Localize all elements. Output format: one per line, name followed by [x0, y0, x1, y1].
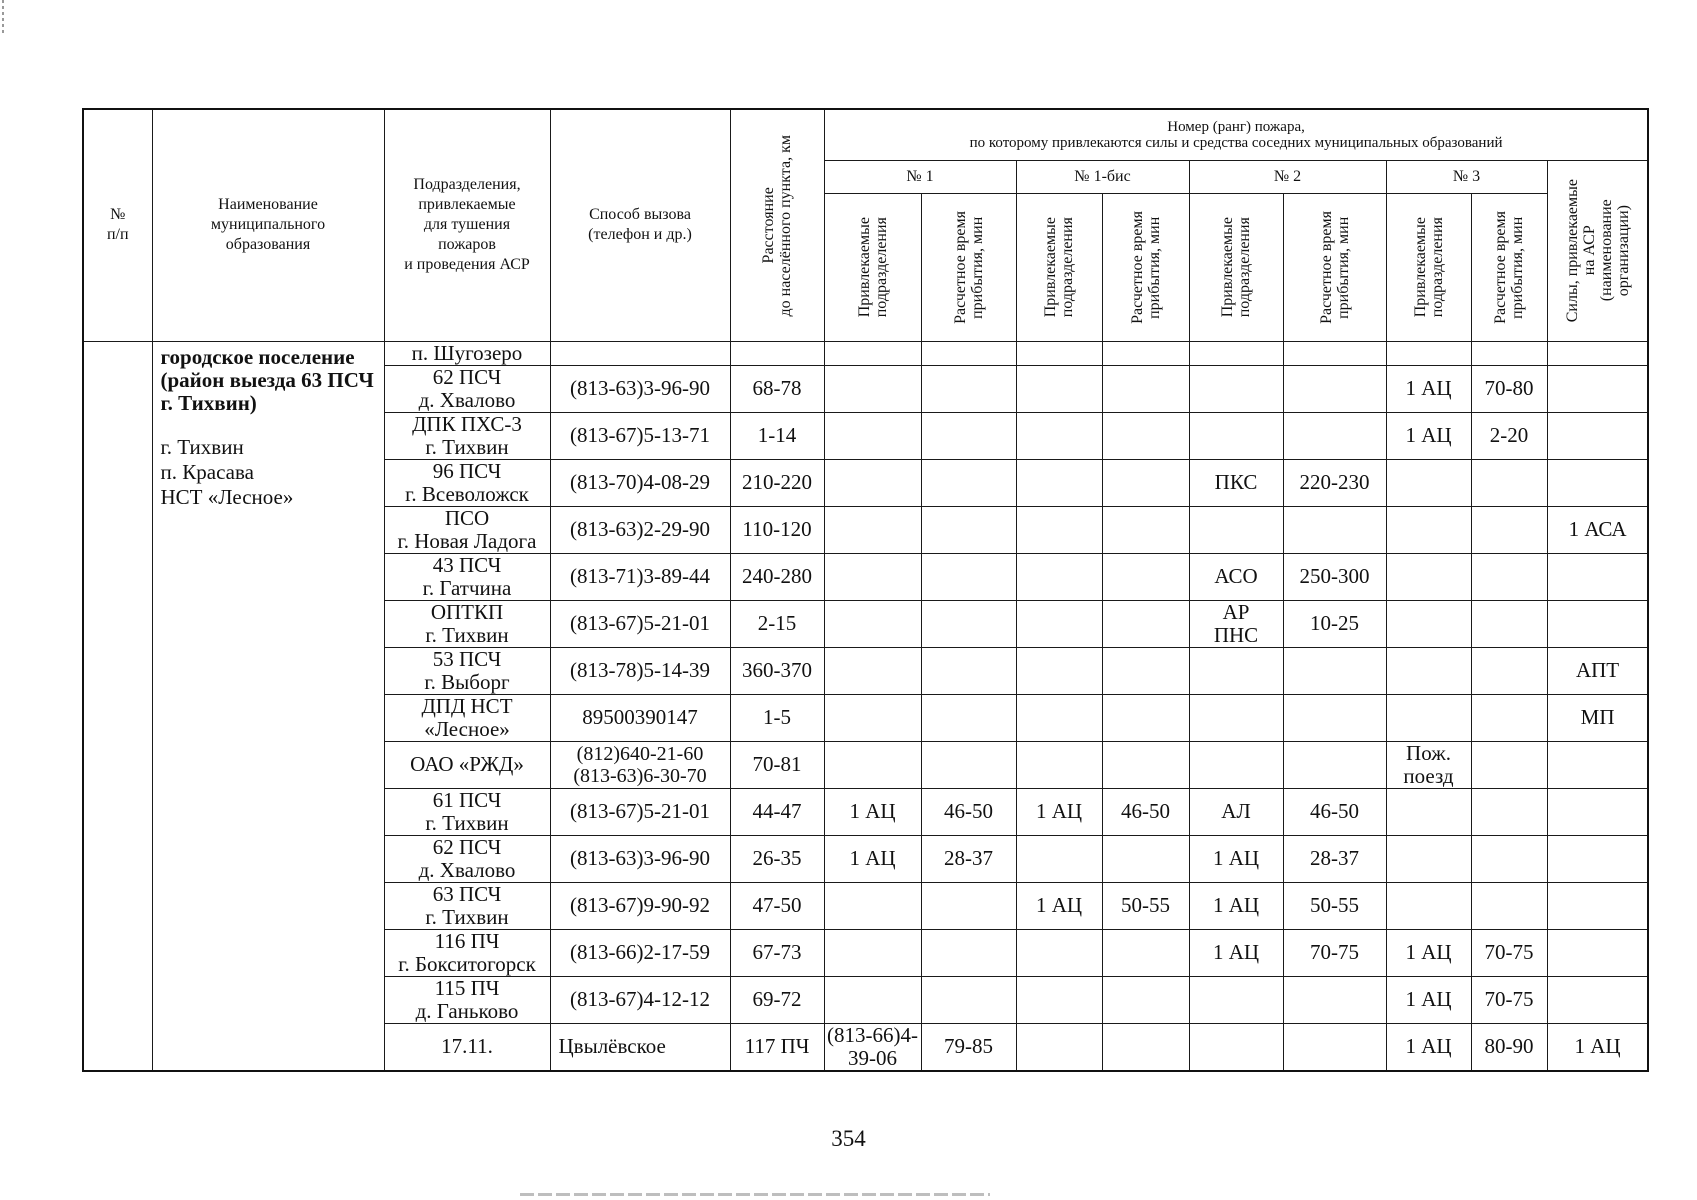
- cell-rbu: [1016, 741, 1102, 788]
- cell-r2u: [1189, 741, 1283, 788]
- cell-phone: (813-67)5-13-71: [550, 412, 730, 459]
- cell-unit: ДПК ПХС-3 г. Тихвин: [384, 412, 550, 459]
- cell-phone: (813-63)2-29-90: [550, 506, 730, 553]
- cell-phone: (813-78)5-14-39: [550, 647, 730, 694]
- cell-r2t: 220-230: [1283, 459, 1386, 506]
- cell-rbt: 46-50: [1102, 788, 1189, 835]
- cell-r3t: [1471, 647, 1547, 694]
- cell-r1t: [921, 647, 1016, 694]
- cell-rbt: [1102, 647, 1189, 694]
- cell-r2t: 10-25: [1283, 600, 1386, 647]
- cell-rbt: [1102, 929, 1189, 976]
- cell-rbu: [1016, 459, 1102, 506]
- cell-r1t: [921, 412, 1016, 459]
- cell-rbt: [1102, 506, 1189, 553]
- cell-r1u: [824, 365, 921, 412]
- cell-unit: 63 ПСЧ г. Тихвин: [384, 882, 550, 929]
- cell-r3u: [1386, 835, 1471, 882]
- cell-rbu: [1016, 929, 1102, 976]
- last-cell-r2t: 80-90: [1471, 1023, 1547, 1071]
- cell-unit: 116 ПЧ г. Бокситогорск: [384, 929, 550, 976]
- last-cell-mo: Цвылёвское: [550, 1023, 730, 1071]
- cell-dist: 70-81: [730, 741, 824, 788]
- cell-unit: ДПД НСТ «Лесное»: [384, 694, 550, 741]
- cell-r1u: [824, 412, 921, 459]
- cell-r2t: 70-75: [1283, 929, 1386, 976]
- cell-r3u: [1386, 882, 1471, 929]
- cell-r1u: [824, 553, 921, 600]
- cell-dist: 44-47: [730, 788, 824, 835]
- header-rank1-time: Расчетное время прибытия, мин: [921, 193, 1016, 341]
- header-mo-name: Наименование муниципального образования: [152, 109, 384, 341]
- cell-r3t: [1471, 882, 1547, 929]
- empty-cell: [1016, 1023, 1102, 1071]
- cell-rbt: [1102, 553, 1189, 600]
- header-rank1bis-units: Привлекаемые подразделения: [1016, 193, 1102, 341]
- cell-r1u: [824, 647, 921, 694]
- cell-asr: 1 АСА: [1547, 506, 1648, 553]
- cell-asr: [1547, 741, 1648, 788]
- unit-cell: п. Шугозеро: [384, 341, 550, 365]
- cell-r2u: АЛ: [1189, 788, 1283, 835]
- cell-r1t: 28-37: [921, 835, 1016, 882]
- header-rank-2: № 2: [1189, 160, 1386, 193]
- cell-r1u: [824, 506, 921, 553]
- cell-dist: 1-5: [730, 694, 824, 741]
- cell-r2t: [1283, 976, 1386, 1023]
- last-cell-r2u: 1 АЦ: [1386, 1023, 1471, 1071]
- cell-rbt: [1102, 365, 1189, 412]
- header-rank2-units: Привлекаемые подразделения: [1189, 193, 1283, 341]
- cell-rbu: 1 АЦ: [1016, 788, 1102, 835]
- cell-dist: 110-120: [730, 506, 824, 553]
- cell-r2u: ПКС: [1189, 459, 1283, 506]
- cell-phone: (813-67)9-90-92: [550, 882, 730, 929]
- cell-dist: 360-370: [730, 647, 824, 694]
- cell-phone: (813-70)4-08-29: [550, 459, 730, 506]
- cell-r3t: [1471, 835, 1547, 882]
- cell-dist: 2-15: [730, 600, 824, 647]
- cell-r2t: [1283, 412, 1386, 459]
- cell-r2u: 1 АЦ: [1189, 929, 1283, 976]
- cell-r3u: [1386, 788, 1471, 835]
- cell-r1t: 46-50: [921, 788, 1016, 835]
- cell-r2u: АР ПНС: [1189, 600, 1283, 647]
- cell-r3t: [1471, 506, 1547, 553]
- cell-unit: 96 ПСЧ г. Всеволожск: [384, 459, 550, 506]
- header-asr: Силы, привлекаемые на АСР (наименование организации): [1547, 160, 1648, 341]
- cell-r3u: 1 АЦ: [1386, 412, 1471, 459]
- empty-cell: [1102, 1023, 1189, 1071]
- cell-unit: ОПТКП г. Тихвин: [384, 600, 550, 647]
- cell-r3u: [1386, 694, 1471, 741]
- cell-r1u: [824, 741, 921, 788]
- cell-r1u: [824, 694, 921, 741]
- header-rank-group: Номер (ранг) пожара, по которому привлекаются силы и средства соседних муниципальных образований: [824, 109, 1648, 160]
- page-number: 354: [831, 1126, 866, 1151]
- cell-dist: 1-14: [730, 412, 824, 459]
- cell-r1u: [824, 600, 921, 647]
- cell-rbu: [1016, 600, 1102, 647]
- cell-unit: 53 ПСЧ г. Выборг: [384, 647, 550, 694]
- cell-r1u: 1 АЦ: [824, 788, 921, 835]
- cell-dist: 240-280: [730, 553, 824, 600]
- cell-r3t: [1471, 694, 1547, 741]
- cell-dist: 47-50: [730, 882, 824, 929]
- cell-r2u: 1 АЦ: [1189, 882, 1283, 929]
- cell-r1t: [921, 741, 1016, 788]
- cell-r1t: [921, 459, 1016, 506]
- cell-r1u: 1 АЦ: [824, 835, 921, 882]
- scan-artifact-left: [2, 0, 4, 34]
- header-distance: Расстояние до населённого пункта, км: [730, 109, 824, 341]
- cell-r2t: [1283, 694, 1386, 741]
- cell-r1t: [921, 929, 1016, 976]
- cell-r2t: [1283, 647, 1386, 694]
- cell-r3u: [1386, 600, 1471, 647]
- cell-r3u: [1386, 506, 1471, 553]
- cell-asr: [1547, 835, 1648, 882]
- last-cell-unit: 117 ПЧ: [730, 1023, 824, 1071]
- cell-r2u: [1189, 412, 1283, 459]
- row-num-empty: [83, 341, 152, 1071]
- cell-asr: [1547, 459, 1648, 506]
- cell-r3u: 1 АЦ: [1386, 929, 1471, 976]
- cell-r3t: [1471, 741, 1547, 788]
- cell-rbu: [1016, 506, 1102, 553]
- cell-unit: 61 ПСЧ г. Тихвин: [384, 788, 550, 835]
- cell-r3u: [1386, 459, 1471, 506]
- mo-places: г. Тихвин п. Красава НСТ «Лесное»: [160, 434, 294, 509]
- cell-r2u: [1189, 506, 1283, 553]
- cell-phone: (813-67)5-21-01: [550, 788, 730, 835]
- cell-phone: (813-66)2-17-59: [550, 929, 730, 976]
- cell-r2t: [1283, 506, 1386, 553]
- cell-r1t: [921, 553, 1016, 600]
- cell-rbt: [1102, 459, 1189, 506]
- cell-r1u: [824, 929, 921, 976]
- cell-unit: 62 ПСЧ д. Хвалово: [384, 365, 550, 412]
- header-rank-3: № 3: [1386, 160, 1547, 193]
- cell-asr: АПТ: [1547, 647, 1648, 694]
- header-rank-1bis: № 1-бис: [1016, 160, 1189, 193]
- cell-r3u: 1 АЦ: [1386, 365, 1471, 412]
- cell-r1t: [921, 882, 1016, 929]
- cell-unit: ОАО «РЖД»: [384, 741, 550, 788]
- cell-r3t: [1471, 459, 1547, 506]
- cell-r2u: [1189, 694, 1283, 741]
- cell-r2u: 1 АЦ: [1189, 835, 1283, 882]
- cell-r1t: [921, 506, 1016, 553]
- cell-r3t: 70-75: [1471, 976, 1547, 1023]
- cell-rbu: 1 АЦ: [1016, 882, 1102, 929]
- cell-r2t: [1283, 741, 1386, 788]
- header-rank1bis-time: Расчетное время прибытия, мин: [1102, 193, 1189, 341]
- cell-rbt: 50-55: [1102, 882, 1189, 929]
- cell-r3t: [1471, 600, 1547, 647]
- cell-r1t: [921, 600, 1016, 647]
- header-call-method: Способ вызова (телефон и др.): [550, 109, 730, 341]
- cell-r3t: [1471, 788, 1547, 835]
- cell-asr: [1547, 553, 1648, 600]
- cell-rbu: [1016, 835, 1102, 882]
- cell-dist: 68-78: [730, 365, 824, 412]
- cell-phone: (813-71)3-89-44: [550, 553, 730, 600]
- cell-r3t: 70-75: [1471, 929, 1547, 976]
- table-body: [83, 341, 1648, 1071]
- empty-cell: [1189, 1023, 1283, 1071]
- cell-phone: 89500390147: [550, 694, 730, 741]
- cell-rbu: [1016, 553, 1102, 600]
- cell-r2u: [1189, 976, 1283, 1023]
- cell-r3u: Пож. поезд: [1386, 741, 1471, 788]
- cell-asr: [1547, 412, 1648, 459]
- cell-rbt: [1102, 600, 1189, 647]
- cell-phone: (813-63)3-96-90: [550, 835, 730, 882]
- empty-cell: [1283, 1023, 1386, 1071]
- cell-r2u: АСО: [1189, 553, 1283, 600]
- cell-r3u: [1386, 647, 1471, 694]
- cell-r3t: 70-80: [1471, 365, 1547, 412]
- cell-asr: МП: [1547, 694, 1648, 741]
- cell-rbt: [1102, 976, 1189, 1023]
- mo-title: городское поселение (район выезда 63 ПСЧ г. Тихвин): [160, 344, 374, 415]
- cell-rbu: [1016, 647, 1102, 694]
- cell-r3u: 1 АЦ: [1386, 976, 1471, 1023]
- cell-r3t: [1471, 553, 1547, 600]
- cell-r3t: 2-20: [1471, 412, 1547, 459]
- mo-cell: [152, 341, 384, 1071]
- cell-r1t: [921, 694, 1016, 741]
- cell-asr: [1547, 929, 1648, 976]
- cell-unit: 115 ПЧ д. Ганьково: [384, 976, 550, 1023]
- cell-r3u: [1386, 553, 1471, 600]
- cell-r1u: [824, 976, 921, 1023]
- cell-r2t: 250-300: [1283, 553, 1386, 600]
- cell-r2t: [1283, 365, 1386, 412]
- header-rank3-time: Расчетное время прибытия, мин: [1471, 193, 1547, 341]
- cell-dist: 69-72: [730, 976, 824, 1023]
- last-cell-num: 17.11.: [384, 1023, 550, 1071]
- cell-rbt: [1102, 412, 1189, 459]
- cell-phone: (813-67)5-21-01: [550, 600, 730, 647]
- last-cell-r3u: 1 АЦ: [1547, 1023, 1648, 1071]
- cell-rbu: [1016, 976, 1102, 1023]
- cell-r2t: 46-50: [1283, 788, 1386, 835]
- cell-r2t: 50-55: [1283, 882, 1386, 929]
- cell-r2u: [1189, 647, 1283, 694]
- cell-asr: [1547, 600, 1648, 647]
- cell-r1t: [921, 365, 1016, 412]
- cell-rbt: [1102, 741, 1189, 788]
- cell-asr: [1547, 882, 1648, 929]
- cell-r1u: [824, 459, 921, 506]
- cell-rbt: [1102, 835, 1189, 882]
- cell-dist: 210-220: [730, 459, 824, 506]
- cell-rbt: [1102, 694, 1189, 741]
- cell-dist: 26-35: [730, 835, 824, 882]
- last-cell-dist: 79-85: [921, 1023, 1016, 1071]
- header-rank2-time: Расчетное время прибытия, мин: [1283, 193, 1386, 341]
- header-rank-1: № 1: [824, 160, 1016, 193]
- cell-phone: (813-67)4-12-12: [550, 976, 730, 1023]
- cell-r2t: 28-37: [1283, 835, 1386, 882]
- cell-r1t: [921, 976, 1016, 1023]
- cell-r1u: [824, 882, 921, 929]
- cell-r2u: [1189, 365, 1283, 412]
- cell-dist: 67-73: [730, 929, 824, 976]
- cell-unit: ПСО г. Новая Ладога: [384, 506, 550, 553]
- cell-phone: (812)640-21-60 (813-63)6-30-70: [550, 741, 730, 788]
- last-cell-phone: (813-66)4-39-06: [824, 1023, 921, 1071]
- cell-unit: 62 ПСЧ д. Хвалово: [384, 835, 550, 882]
- header-rank1-units: Привлекаемые подразделения: [824, 193, 921, 341]
- cell-unit: 43 ПСЧ г. Гатчина: [384, 553, 550, 600]
- cell-rbu: [1016, 412, 1102, 459]
- header-rank3-units: Привлекаемые подразделения: [1386, 193, 1471, 341]
- forces-table: [82, 108, 1649, 1072]
- cell-asr: [1547, 788, 1648, 835]
- cell-asr: [1547, 365, 1648, 412]
- header-num: № п/п: [83, 109, 152, 341]
- cell-asr: [1547, 976, 1648, 1023]
- header-units: Подразделения, привлекаемые для тушения пожаров и проведения АСР: [384, 109, 550, 341]
- cell-rbu: [1016, 365, 1102, 412]
- cell-rbu: [1016, 694, 1102, 741]
- scan-artifact-bottom: [520, 1193, 990, 1196]
- cell-phone: (813-63)3-96-90: [550, 365, 730, 412]
